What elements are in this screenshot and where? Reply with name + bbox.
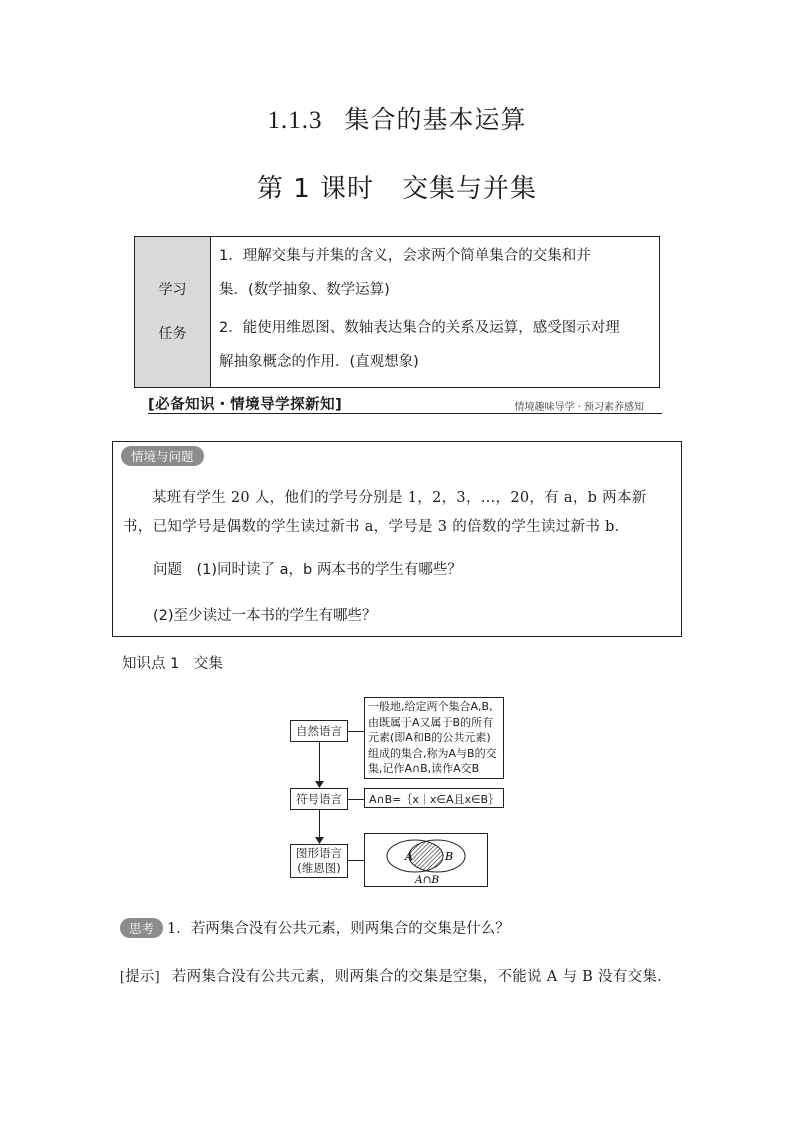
- learning-tasks-table: [134, 236, 660, 388]
- hint-text: 若两集合没有公共元素，则两集合的交集是空集，不能说 A 与 B 没有交集．: [171, 969, 673, 985]
- banner-subtitle: 情境趣味导学 · 预习素养感知: [514, 402, 644, 413]
- connector-line: [348, 731, 364, 732]
- definition-line: 一般地,给定两个集合A,B,: [368, 700, 493, 713]
- definition-line: 组成的集合,称为A与B的交: [368, 746, 497, 760]
- scenario-text: 某班有学生 20 人，他们的学号分别是 1，2，3，…，20，有 a，b 两本新书，已知学号是偶数的学生读过新书 a，学号是 3 的倍数的学生读过新书 b．: [123, 490, 647, 535]
- task-label-bottom: 任务: [158, 326, 187, 342]
- connector-line: [319, 810, 320, 840]
- task-item-1-line-1: 1．理解交集与并集的含义，会求两个简单集合的交集和并: [219, 248, 591, 264]
- symbol-language-label: 符号语言: [290, 788, 348, 810]
- graph-language-label: [290, 844, 348, 878]
- venn-diagram: [365, 834, 487, 886]
- natural-language-definition: [364, 697, 504, 779]
- connector-line: [348, 799, 364, 800]
- think-question-text: 1．若两集合没有公共元素，则两集合的交集是什么？: [167, 921, 510, 937]
- graph-label-line-2: (维恩图): [297, 861, 341, 875]
- arrow-down-icon: [315, 837, 324, 845]
- task-label-top: 学习: [158, 282, 187, 298]
- scenario-question-1: 问题 (1)同时读了 a，b 两本书的学生有哪些？: [153, 562, 462, 578]
- banner-title: [必备知识・情境导学探新知]: [148, 397, 343, 413]
- section-number: 1.1.3: [267, 107, 323, 134]
- scenario-tag: 情境与问题: [121, 446, 204, 466]
- hint-tag: [提示]: [120, 969, 160, 985]
- section-banner: [148, 392, 662, 414]
- task-item-2-line-2: 解抽象概念的作用．(直观想象): [219, 354, 419, 370]
- lesson-number: 第 1 课时: [256, 174, 375, 204]
- definition-line: 集,记作A∩B,读作A交B: [368, 762, 480, 775]
- knowledge-point-heading: 知识点 1 交集: [122, 656, 223, 672]
- scenario-box: [112, 441, 682, 637]
- lesson-title-text: 交集与并集: [402, 174, 538, 204]
- venn-caption: A∩B: [415, 874, 440, 886]
- venn-label-a: A: [405, 850, 413, 863]
- natural-language-label: 自然语言: [290, 720, 348, 742]
- lesson-title: [0, 168, 794, 205]
- connector-line: [319, 742, 320, 784]
- hint-paragraph: [120, 962, 686, 993]
- task-item-2-line-1: 2．能使用维恩图、数轴表达集合的关系及运算，感受图示对理: [219, 320, 620, 336]
- symbol-definition: A∩B=｛x｜x∈A且x∈B｝: [364, 788, 504, 808]
- definition-line: 由既属于A又属于B的所有: [368, 715, 494, 729]
- task-body-cell: [211, 237, 659, 387]
- section-title: [0, 100, 794, 136]
- scenario-question-2: (2)至少读过一本书的学生有哪些？: [153, 608, 377, 624]
- section-title-text: 集合的基本运算: [344, 105, 527, 134]
- task-item-1-line-2: 集．(数学抽象、数学运算): [219, 282, 390, 298]
- arrow-down-icon: [315, 781, 324, 789]
- graph-label-line-1: 图形语言: [296, 846, 342, 860]
- think-question: [120, 917, 510, 938]
- venn-diagram-box: [364, 833, 488, 887]
- definition-line: 元素(即A和B的公共元素): [368, 731, 491, 744]
- connector-line: [348, 860, 364, 861]
- think-tag: 思考: [120, 918, 163, 938]
- task-label-cell: [135, 237, 211, 387]
- venn-label-b: B: [445, 850, 454, 863]
